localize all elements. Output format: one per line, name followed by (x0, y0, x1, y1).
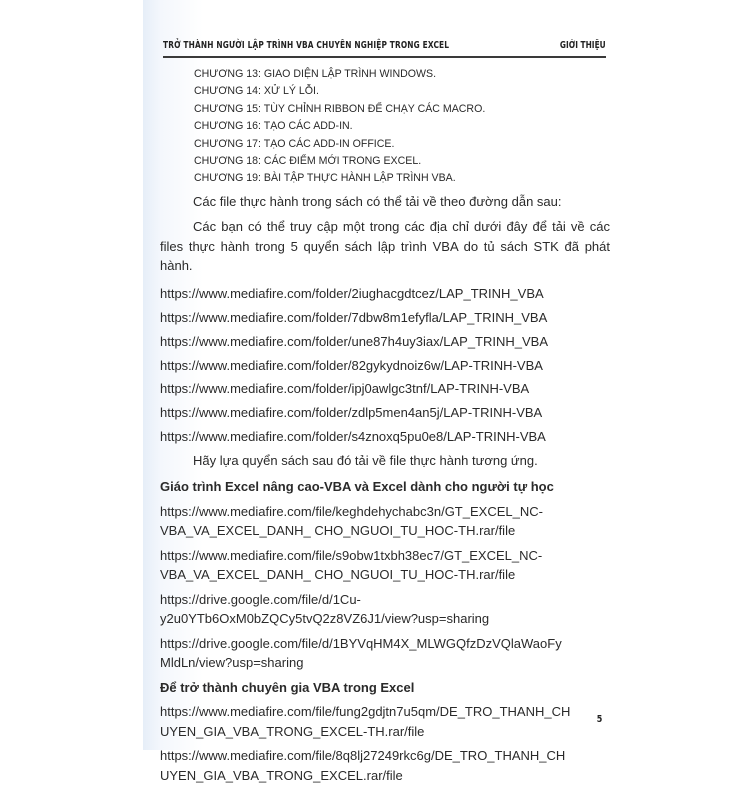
file-link[interactable] (160, 702, 610, 741)
chapter-item: CHƯƠNG 14: XỬ LÝ LỖI. (194, 85, 319, 98)
instruction-note: Hãy lựa quyển sách sau đó tải về file thực hành tương ứng. (193, 452, 538, 468)
file-link[interactable] (160, 546, 610, 585)
file-link-line[interactable]: https://www.mediafire.com/file/keghdehychabc3n/GT_EXCEL_NC- (160, 503, 543, 519)
file-link-line[interactable]: VBA_VA_EXCEL_DANH_ CHO_NGUOI_TU_HOC-TH.rar/file (160, 523, 516, 539)
chapter-item: CHƯƠNG 17: TẠO CÁC ADD-IN OFFICE. (194, 137, 395, 150)
folder-link[interactable]: https://www.mediafire.com/folder/82gykydnoiz6w/LAP-TRINH-VBA (160, 357, 543, 373)
file-link-line[interactable]: y2u0YTb6OxM0bZQCy5tvQ2z8VZ6J1/view?usp=sharing (160, 611, 490, 627)
file-link-line[interactable]: https://drive.google.com/file/d/1Cu- (160, 591, 361, 607)
folder-link[interactable]: https://www.mediafire.com/folder/s4znoxq5pu0e8/LAP-TRINH-VBA (160, 429, 546, 445)
page-content (160, 66, 610, 785)
book-heading: Giáo trình Excel nâng cao-VBA và Excel dành cho người tự học (160, 479, 554, 495)
book-heading: Để trở thành chuyên gia VBA trong Excel (160, 679, 415, 695)
chapter-item: CHƯƠNG 13: GIAO DIỆN LẬP TRÌNH WINDOWS. (194, 68, 437, 80)
book-page (143, 0, 613, 783)
running-header (163, 40, 606, 58)
page-number: 5 (596, 714, 603, 725)
folder-link[interactable]: https://www.mediafire.com/folder/7dbw8m1efyfla/LAP_TRINH_VBA (160, 309, 548, 325)
chapter-item: CHƯƠNG 15: TÙY CHỈNH RIBBON ĐỂ CHẠY CÁC MACRO. (194, 102, 486, 115)
file-link[interactable] (160, 634, 610, 673)
section-title: GIỚI THIỆU (560, 40, 606, 51)
file-link-line[interactable]: VBA_VA_EXCEL_DANH_ CHO_NGUOI_TU_HOC-TH.rar/file (160, 567, 516, 583)
chapter-item: CHƯƠNG 18: CÁC ĐIỂM MỚI TRONG EXCEL. (194, 155, 422, 168)
file-link-line[interactable]: https://drive.google.com/file/d/1BYVqHM4X_MLWGQfzDzVQlaWaoFy (160, 635, 562, 651)
file-link-line[interactable]: UYEN_GIA_VBA_TRONG_EXCEL.rar/file (160, 767, 403, 783)
chapter-item: CHƯƠNG 16: TẠO CÁC ADD-IN. (194, 120, 353, 133)
file-link[interactable] (160, 746, 610, 785)
file-link-line[interactable]: MldLn/view?usp=sharing (160, 655, 304, 671)
folder-link[interactable]: https://www.mediafire.com/folder/ipj0awlgc3tnf/LAP-TRINH-VBA (160, 381, 530, 397)
file-link-line[interactable]: https://www.mediafire.com/file/s9obw1txbh38ec7/GT_EXCEL_NC- (160, 547, 543, 563)
file-link[interactable] (160, 590, 610, 629)
folder-link[interactable]: https://www.mediafire.com/folder/zdlp5men4an5j/LAP-TRINH-VBA (160, 405, 543, 421)
file-link-line[interactable]: https://www.mediafire.com/file/8q8lj27249rkc6g/DE_TRO_THANH_CH (160, 748, 566, 764)
folder-link[interactable]: https://www.mediafire.com/folder/une87h4uy3iax/LAP_TRINH_VBA (160, 333, 549, 349)
folder-link[interactable]: https://www.mediafire.com/folder/2iughacgdtcez/LAP_TRINH_VBA (160, 285, 544, 301)
file-link-line[interactable]: UYEN_GIA_VBA_TRONG_EXCEL-TH.rar/file (160, 723, 425, 739)
file-link[interactable] (160, 502, 610, 541)
chapter-list (194, 66, 610, 188)
chapter-item: CHƯƠNG 19: BÀI TẬP THỰC HÀNH LẬP TRÌNH VBA. (194, 172, 456, 185)
intro-paragraph: Các bạn có thể truy cập một trong các địa chỉ dưới đây để tải về các files thực hành trong 5 quyển sách lập trình VBA do tủ sách STK đã phát hành. (160, 219, 610, 274)
book-title: TRỞ THÀNH NGƯỜI LẬP TRÌNH VBA CHUYÊN NGHIỆP TRONG EXCEL (163, 40, 450, 51)
file-link-line[interactable]: https://www.mediafire.com/file/fung2gdjtn7u5qm/DE_TRO_THANH_CH (160, 704, 571, 720)
intro-paragraph: Các file thực hành trong sách có thể tải về theo đường dẫn sau: (193, 193, 562, 209)
